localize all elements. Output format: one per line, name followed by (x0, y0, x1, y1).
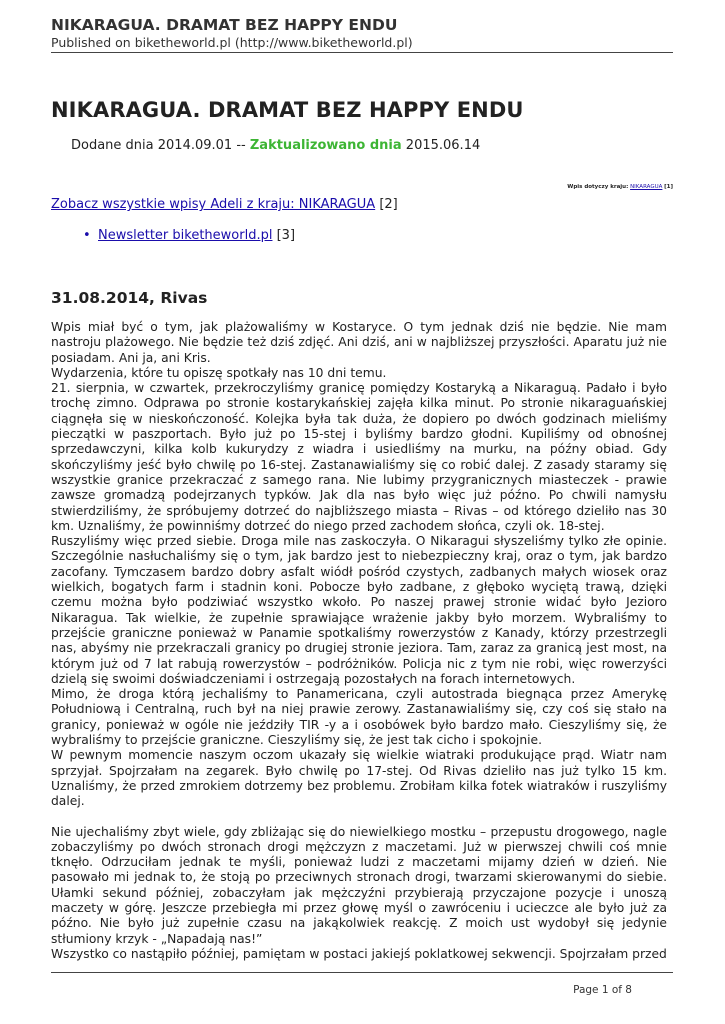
paragraph: 21. sierpnia, w czwartek, przekroczyliśmy granicę pomiędzy Kostaryką a Nikaraguą. Padało i było trochę zimno. Odprawa po stronie kostarykańskiej zajęła kilka minut. Po stronie nikaraguańskiej ciągnęła się w nieskończoność. Kolejka była tak duża, że dopiero po dwóch godzinach mieliśmy pieczątki w paszportach. Było już po 15-stej i byliśmy bardzo głodni. Kupiliśmy od obnośnej sprzedawczyni, kilka kolb kukurydzy z wiadra i usiedliśmy na murku, na późny obiad. Gdy skończyliśmy jeść było chwilę po 16-stej. Zastanawialiśmy się co robić dalej. Z zasady staramy się wszystkie granice przekraczać z samego rana. Nie lubimy przygranicznych miasteczek - prawie zawsze gromadzą podejrzanych typków. Jak dla nas było więc już późno. Po chwili namysłu stwierdziliśmy, że spróbujemy dotrzeć do najbliższego miasta – Rivas – od którego dzieliło nas 30 km. Uznaliśmy, że powinniśmy dotrzeć do niego przed zachodem słońca, czyli ok. 18-stej. (51, 381, 667, 533)
country-note-ref: [1] (664, 184, 673, 190)
page-number: Page 1 of 8 (573, 984, 632, 996)
newsletter-link[interactable]: Newsletter biketheworld.pl (98, 228, 273, 243)
paragraph: Mimo, że droga którą jechaliśmy to Panamericana, czyli autostrada biegnąca przez Amerykę Południową i Centralną, ruch był na niej prawie zerowy. Zastanawialiśmy się, czy coś się stało na granicy, ponieważ w ogóle nie jeździły TIR -y a i osobówek było bardzo mało. Cieszyliśmy się, że wybraliśmy to przejście graniczne. Cieszyliśmy się, że jest tak cicho i spokojnie. (51, 687, 667, 748)
see-all-ref: [2] (379, 197, 398, 212)
country-note (567, 184, 673, 191)
see-all-link[interactable]: Zobacz wszystkie wpisy Adeli z kraju: NIKARAGUA (51, 197, 376, 212)
paragraph: W pewnym momencie naszym oczom ukazały się wielkie wiatraki produkujące prąd. Wiatr nam sprzyjał. Spojrzałam na zegarek. Było chwilę po 17-stej. Od Rivas dzieliło nas już tylko 15 km. Uznaliśmy, że przed zmrokiem dotrzemy bez problemu. Zrobiłam kilka fotek wiatraków i ruszyliśmy dalej. (51, 748, 667, 809)
paragraph: Ruszyliśmy więc przed siebie. Droga mile nas zaskoczyła. O Nikaragui słyszeliśmy tylko złe opinie. Szczególnie nasłuchaliśmy się o tym, jak bardzo jest to niebezpieczny kraj, oraz o tym, jak bardzo zacofany. Tymczasem bardzo dobry asfalt wiódł pośród czystych, zadbanych małych wiosek oraz wielkich, bogatych farm i stadnin koni. Pobocze było zadbane, z głęboko wyciętą trawą, dzięki czemu można było podziwiać wszystko wkoło. Po naszej prawej stronie widać było Jezioro Nikaragua. Tak wielkie, że zupełnie sprawiające wrażenie jakby było morzem. Wybraliśmy to przejście graniczne ponieważ w Panamie spotkaliśmy rowerzystów z Kanady, którzy przestrzegli nas, abyśmy nie przekraczali granicy po drugiej stronie jeziora. Tam, zaraz za granicą jest most, na którym już od 7 lat rabują rowerzystów – podróżników. Policja nic z tym nie robi, więc rowerzyści dzielą się swoimi doświadczeniami i ostrzegają pozostałych na forach internetowych. (51, 534, 667, 686)
article-title: NIKARAGUA. DRAMAT BEZ HAPPY ENDU (51, 98, 524, 122)
see-all-row (51, 196, 398, 214)
updated-date: 2015.06.14 (405, 138, 481, 153)
footer-divider (51, 972, 673, 973)
date-separator: -- (236, 138, 246, 153)
article-dates (71, 137, 480, 155)
bullet-icon: • (83, 228, 91, 243)
country-note-label: Wpis dotyczy kraju: (567, 184, 629, 190)
article-body (51, 320, 667, 962)
section-title: 31.08.2014, Rivas (51, 289, 208, 307)
added-date: 2014.09.01 (157, 138, 233, 153)
header-divider (51, 52, 673, 53)
added-label: Dodane dnia (71, 138, 154, 153)
newsletter-row (98, 227, 295, 245)
paragraph: Nie ujechaliśmy zbyt wiele, gdy zbliżając się do niewielkiego mostku – przepustu drogowego, nagle zobaczyliśmy po dwóch stronach drogi mężczyzn z maczetami. Już w pierwszej chwili coś mnie tknęło. Odrzuciłam jednak te myśli, ponieważ ludzi z maczetami mijamy dzień w dzień. Nie pasowało mi jednak to, że stoją po przeciwnych stronach drogi, twarzami skierowanymi do siebie. Ułamki sekund później, zobaczyłam jak mężczyźni przybierają przyczajone pozycje i unoszą maczety w górę. Jeszcze przebiegła mi przez głowę myśl o zawróceniu i ucieczce ale było już za późno. Nie było już zupełnie czasu na jakąkolwiek reakcję. Z moich ust wydobył się jedynie stłumiony krzyk - „Napadają nas!” (51, 824, 667, 946)
paragraph-gap (51, 810, 667, 825)
header-published-on: Published on biketheworld.pl (http://www.biketheworld.pl) (51, 35, 413, 50)
country-link[interactable]: NIKARAGUA (630, 184, 663, 190)
header-site-title: NIKARAGUA. DRAMAT BEZ HAPPY ENDU (51, 16, 398, 34)
updated-label: Zaktualizowano dnia (249, 138, 402, 153)
newsletter-ref: [3] (276, 228, 296, 243)
paragraph: Wpis miał być o tym, jak plażowaliśmy w Kostaryce. O tym jednak dziś nie będzie. Nie mam nastroju plażowego. Nie będzie też dziś zdjęć. Ani dziś, ani w najbliższej przyszłości. Aparatu już nie posiadam. Ani ja, ani Kris. (51, 320, 667, 365)
paragraph: Wydarzenia, które tu opiszę spotkały nas 10 dni temu. (51, 365, 387, 380)
paragraph: Wszystko co nastąpiło później, pamiętam w postaci jakiejś poklatkowej sekwencji. Spojrzałam przed (51, 946, 667, 961)
page-header (51, 16, 673, 51)
